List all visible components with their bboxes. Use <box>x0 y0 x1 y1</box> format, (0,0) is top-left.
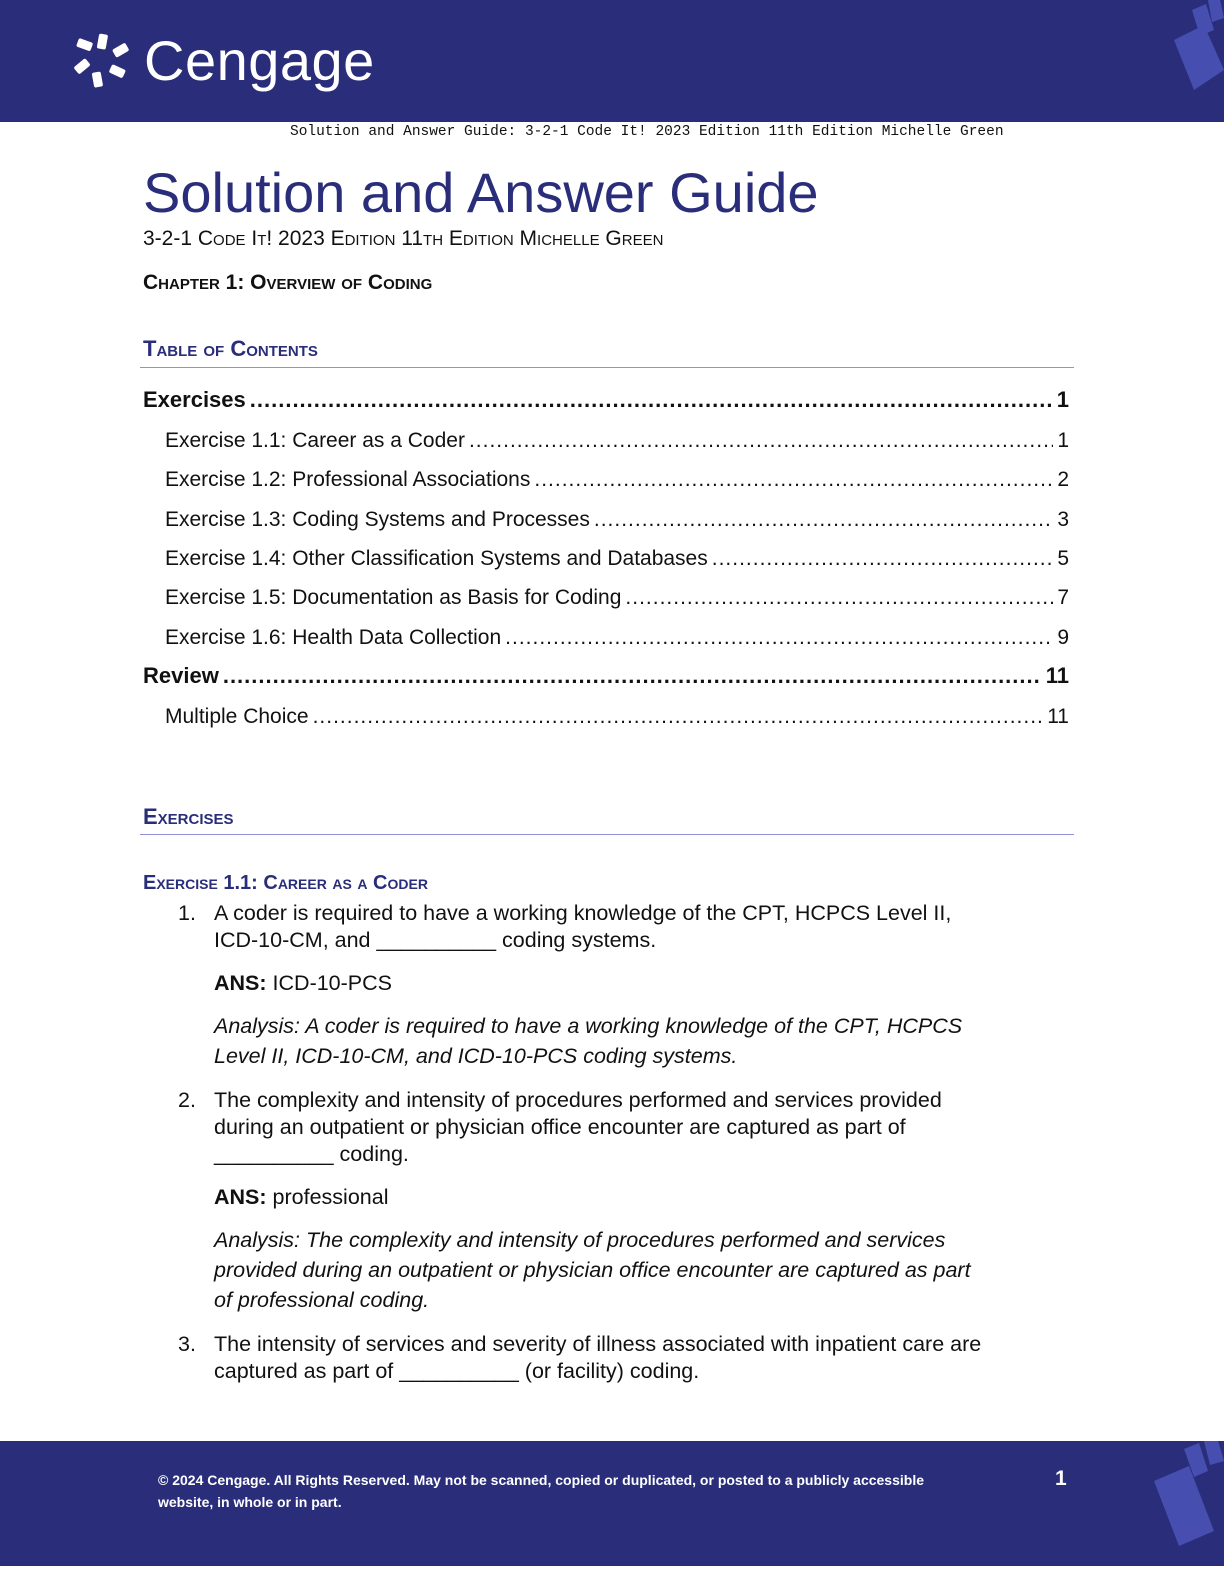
toc-entry-exercise-1-2[interactable] <box>143 459 1069 498</box>
toc-entry-label: Exercises <box>143 387 246 413</box>
toc-entry-exercise-1-6[interactable] <box>143 616 1069 655</box>
toc-leader <box>712 547 1054 577</box>
answer-value: professional <box>266 1185 389 1209</box>
toc-entry-exercise-1-1[interactable] <box>143 419 1069 458</box>
cengage-star-icon <box>72 30 134 92</box>
copyright-notice: © 2024 Cengage. All Rights Reserved. May not be scanned, copied or duplicated, or posted to a publicly accessible website, in whole or in part. <box>158 1472 925 1510</box>
analysis-text: Analysis: A coder is required to have a working knowledge of the CPT, HCPCS Level II, ICD-10-CM, and ICD-10-PCS coding systems. <box>214 1014 963 1068</box>
corner-decoration-icon <box>1144 0 1224 122</box>
exercise-1-1-heading: Exercise 1.1: Career as a Coder <box>143 872 428 894</box>
toc-entry-label: Exercise 1.2: Professional Associations <box>165 468 531 492</box>
document-title: Solution and Answer Guide <box>143 161 819 224</box>
toc-leader <box>223 663 1042 695</box>
answer <box>214 1184 1078 1211</box>
toc-leader <box>250 387 1053 419</box>
toc-entry-exercises[interactable] <box>143 380 1069 419</box>
toc-entry-label: Exercise 1.4: Other Classification Systems and Databases <box>165 546 708 570</box>
toc-leader <box>505 626 1053 656</box>
question-text: The intensity of services and severity of illness associated with inpatient care are captured as part of __________ (or facility) coding. <box>214 1332 982 1383</box>
corner-decoration-icon <box>1144 1441 1224 1566</box>
toc-entry-exercise-1-5[interactable] <box>143 577 1069 616</box>
question-number: 2. <box>178 1088 196 1112</box>
toc-entry-page: 11 <box>1047 704 1069 728</box>
answer-value: ICD-10-PCS <box>266 971 393 995</box>
toc-heading: Table of Contents <box>143 336 318 361</box>
answer <box>214 970 1078 997</box>
analysis-text: Analysis: The complexity and intensity of procedures performed and services provided during an outpatient or physician office encounter are captured as part of professional coding. <box>214 1228 971 1312</box>
document-subtitle: 3-2-1 Code It! 2023 Edition 11th Edition Michelle Green <box>143 227 664 250</box>
question-list <box>178 900 1078 1397</box>
toc-entry-page: 2 <box>1057 468 1069 492</box>
answer-label: ANS: <box>214 1185 267 1209</box>
header-band <box>0 0 1224 122</box>
table-of-contents <box>143 380 1069 735</box>
exercises-heading: Exercises <box>143 804 234 829</box>
toc-leader <box>469 429 1053 459</box>
question-item <box>178 900 1078 1071</box>
toc-entry-page: 3 <box>1057 507 1069 531</box>
toc-entry-exercise-1-4[interactable] <box>143 538 1069 577</box>
toc-entry-label: Multiple Choice <box>165 704 309 728</box>
answer-label: ANS: <box>214 971 267 995</box>
footer-band <box>0 1441 1224 1566</box>
chapter-title: Chapter 1: Overview of Coding <box>143 271 433 294</box>
question-item <box>178 1331 1078 1385</box>
toc-entry-multiple-choice[interactable] <box>143 695 1069 734</box>
toc-entry-label: Exercise 1.5: Documentation as Basis for Coding <box>165 586 622 610</box>
question-text: The complexity and intensity of procedures performed and services provided during an outpatient or physician office encounter are captured as part of __________ coding. <box>214 1088 942 1166</box>
question-number: 3. <box>178 1332 196 1356</box>
exercises-divider <box>140 834 1074 835</box>
question-text: A coder is required to have a working knowledge of the CPT, HCPCS Level II, ICD-10-CM, and __________ coding systems. <box>214 901 952 952</box>
toc-leader <box>534 468 1053 498</box>
toc-entry-page: 9 <box>1057 625 1069 649</box>
toc-entry-page: 1 <box>1056 387 1069 413</box>
running-head: Solution and Answer Guide: 3-2-1 Code It! 2023 Edition 11th Edition Michelle Green <box>290 124 1004 140</box>
toc-leader <box>625 586 1053 616</box>
toc-entry-label: Exercise 1.6: Health Data Collection <box>165 625 502 649</box>
toc-entry-label: Exercise 1.1: Career as a Coder <box>165 428 465 452</box>
toc-entry-page: 11 <box>1045 663 1069 689</box>
toc-entry-page: 7 <box>1057 586 1069 610</box>
toc-entry-page: 5 <box>1057 546 1069 570</box>
toc-entry-label: Review <box>143 663 219 689</box>
page-number: 1 <box>1055 1467 1067 1490</box>
toc-entry-page: 1 <box>1057 428 1069 452</box>
question-number: 1. <box>178 901 196 925</box>
toc-entry-review[interactable] <box>143 656 1069 695</box>
brand-name: Cengage <box>144 29 375 92</box>
toc-leader <box>594 508 1053 538</box>
toc-entry-exercise-1-3[interactable] <box>143 498 1069 537</box>
toc-entry-label: Exercise 1.3: Coding Systems and Processes <box>165 507 590 531</box>
toc-leader <box>313 705 1044 735</box>
toc-divider <box>140 367 1074 368</box>
question-item <box>178 1087 1078 1315</box>
cengage-logo <box>72 30 375 92</box>
